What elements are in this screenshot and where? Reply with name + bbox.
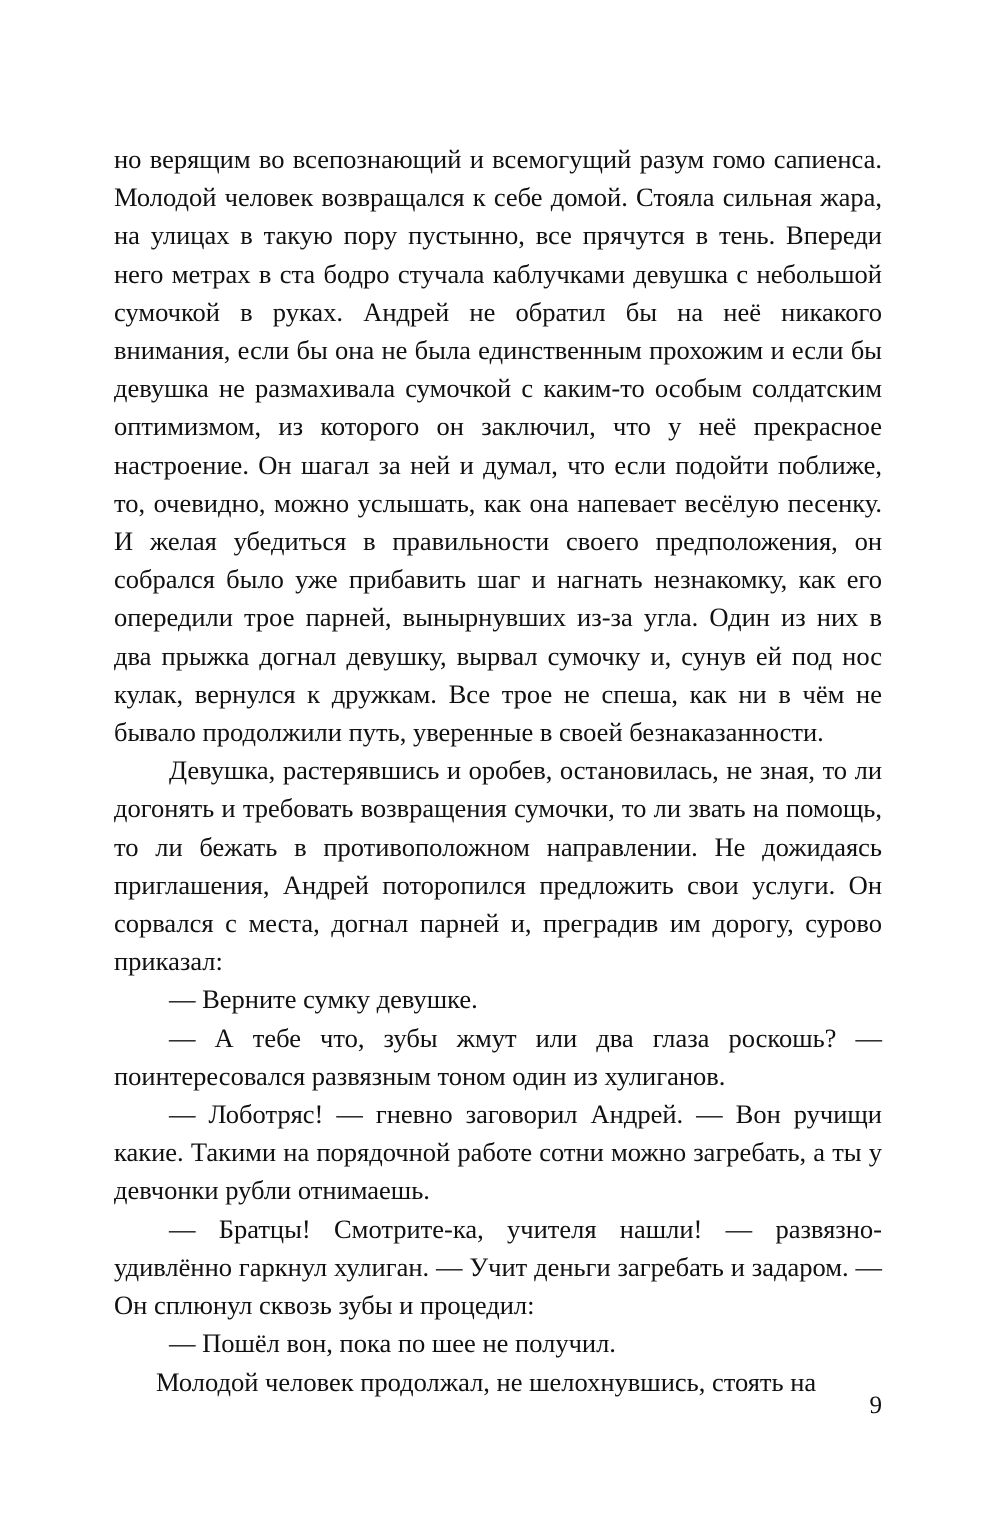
dialogue-line-get-out: — Пошёл вон, пока по шее не получил. (169, 1328, 616, 1359)
dialogue-line-hooligan-teachers: — Братцы! Смотрите-ка, учителя нашли! — развязно-удивлённо гаркнул хулиган. — Учит деньги загребать и задаром. — Он сплюнул сквозь зубы и процедил: (114, 1213, 882, 1321)
paragraph-continues-next-page: Молодой человек продолжал, не шелохнувшись, стоять на (156, 1366, 817, 1397)
dialogue-line-hooligan-retort: — А тебе что, зубы жмут или два глаза роскошь? — поинтересовался развязным тоном один из хулиганов. (114, 1022, 882, 1091)
page-number: 9 (869, 1392, 882, 1419)
paragraph-girl-confused: Девушка, растерявшись и оробев, остановилась, не зная, то ли догонять и требовать возвращения сумочки, то ли звать на помощь, то ли бежать в противоположном направлении. Не дожидаясь приглашения, Андрей поторопился предложить свои услуги. Он сорвался с места, догнал парней и, преградив им дорогу, сурово приказал: (114, 755, 882, 977)
page-text-column (114, 140, 882, 1401)
paragraph-continued-from-previous-page: но верящим во всепознающий и всемогущий разум гомо сапиенса. Молодой человек возвращался к себе домой. Стояла сильная жара, на улицах в такую пору пустынно, все прячутся в тень. Впереди него метрах в ста бодро стучала каблучками девушка с небольшой сумочкой в руках. Андрей не обратил бы на неё никакого внимания, если бы она не была единственным прохожим и если бы девушка не размахивала сумочкой с каким-то особым солдатским оптимизмом, из которого он заключил, что у неё прекрасное настроение. Он шагал за ней и думал, что если подойти поближе, то, очевидно, можно услышать, как она напевает весёлую песенку. И желая убедиться в правильности своего предположения, он собрался было уже прибавить шаг и нагнать незнакомку, как его опередили трое парней, вынырнувших из-за угла. Один из них в два прыжка догнал девушку, вырвал сумочку и, сунув ей под нос кулак, вернулся к дружкам. Все трое не спеша, как ни в чём не бывало продолжили путь, уверенные в своей безнаказанности. (114, 144, 882, 748)
dialogue-line-andrey-loafer: — Лоботряс! — гневно заговорил Андрей. — Вон ручищи какие. Такими на порядочной работе сотни можно загребать, а ты у девчонки рубли отнимаешь. (114, 1099, 882, 1206)
dialogue-line-return-the-bag: — Верните сумку девушке. (169, 984, 478, 1015)
